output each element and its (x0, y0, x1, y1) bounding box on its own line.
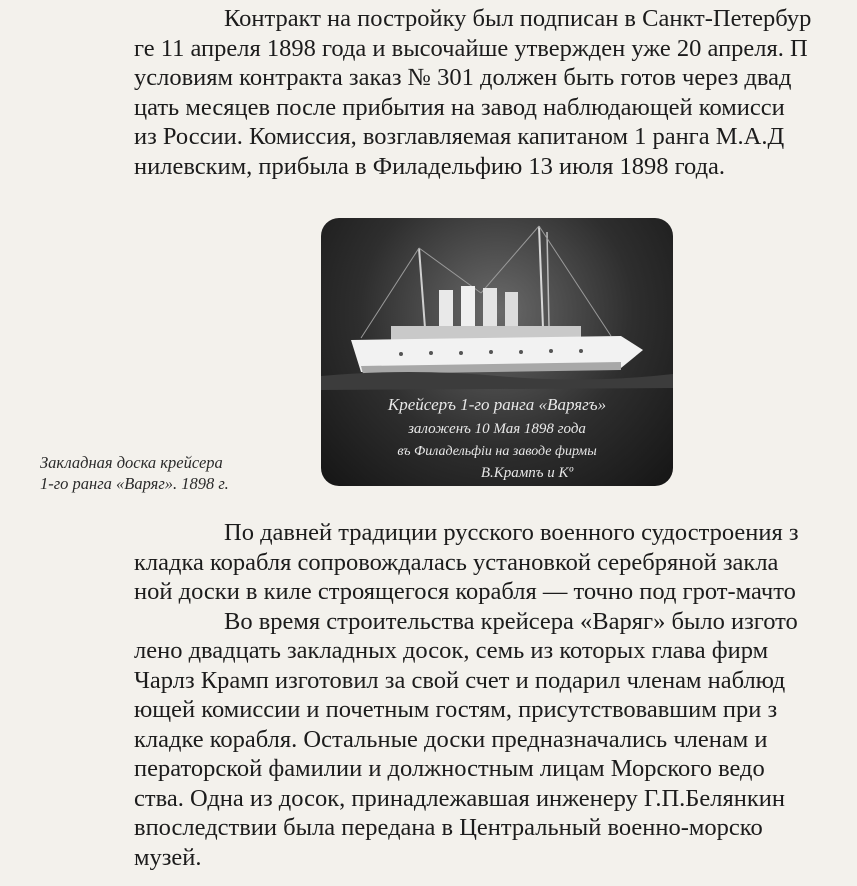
text-line: По давней традиции русского военного судостроения з (224, 519, 799, 546)
caption-line: 1-го ранга «Варяг». 1898 г. (40, 474, 229, 493)
text-line: из России. Комиссия, возглавляемая капитаном 1 ранга М.А.Д (134, 123, 785, 150)
plate-inscription-line: заложенъ 10 Мая 1898 года (408, 421, 586, 437)
text-line: цать месяцев после прибытия на завод наблюдающей комисси (134, 93, 785, 121)
text-line: Контракт на постройку был подписан в Санкт-Петербур (224, 5, 812, 32)
text-line: ге 11 апреля 1898 года и высочайше утвержден уже 20 апреля. П (134, 34, 808, 62)
text-line: условиям контракта заказ № 301 должен быть готов через двад (134, 64, 792, 91)
paragraph-contract (134, 4, 857, 181)
text-line: впоследствии была передана в Центральный военно-морско (134, 814, 763, 841)
text-line: музей. (134, 843, 202, 871)
text-line: Чарлз Крамп изготовил за свой счет и подарил членам наблюд (134, 666, 786, 694)
plate-inscription-line: въ Филадельфiи на заводе фирмы (397, 444, 597, 459)
text-line: лено двадцать закладных досок, семь из которых глава фирм (134, 637, 769, 664)
caption-line: Закладная доска крейсера (40, 453, 223, 472)
text-line: кладка корабля сопровождалась установкой серебряной закла (134, 548, 779, 576)
text-line: ства. Одна из досок, принадлежавшая инженеру Г.П.Белянкин (134, 784, 785, 812)
text-line: ющей комиссии и почетным гостям, присутствовавшим при з (134, 696, 778, 723)
text-line: ной доски в киле строящегося корабля — точно под грот-мачто (134, 578, 796, 605)
text-line: кладке корабля. Остальные доски предназначались членам и (134, 725, 768, 753)
plate-photo (321, 218, 673, 486)
paragraph-tradition (134, 518, 857, 872)
plate-inscription-line: В.Крампъ и Кº (480, 465, 574, 481)
text-line: ператорской фамилии и должностным лицам Морского ведо (134, 755, 765, 782)
text-line: нилевским, прибыла в Филадельфию 13 июля 1898 года. (134, 152, 726, 180)
plate-engraving-image (321, 218, 673, 486)
plate-inscription-line: Крейсеръ 1-го ранга «Варягъ» (387, 395, 607, 414)
figure-caption (40, 452, 300, 494)
text-line: Во время строительства крейсера «Варяг» было изгото (224, 607, 798, 635)
